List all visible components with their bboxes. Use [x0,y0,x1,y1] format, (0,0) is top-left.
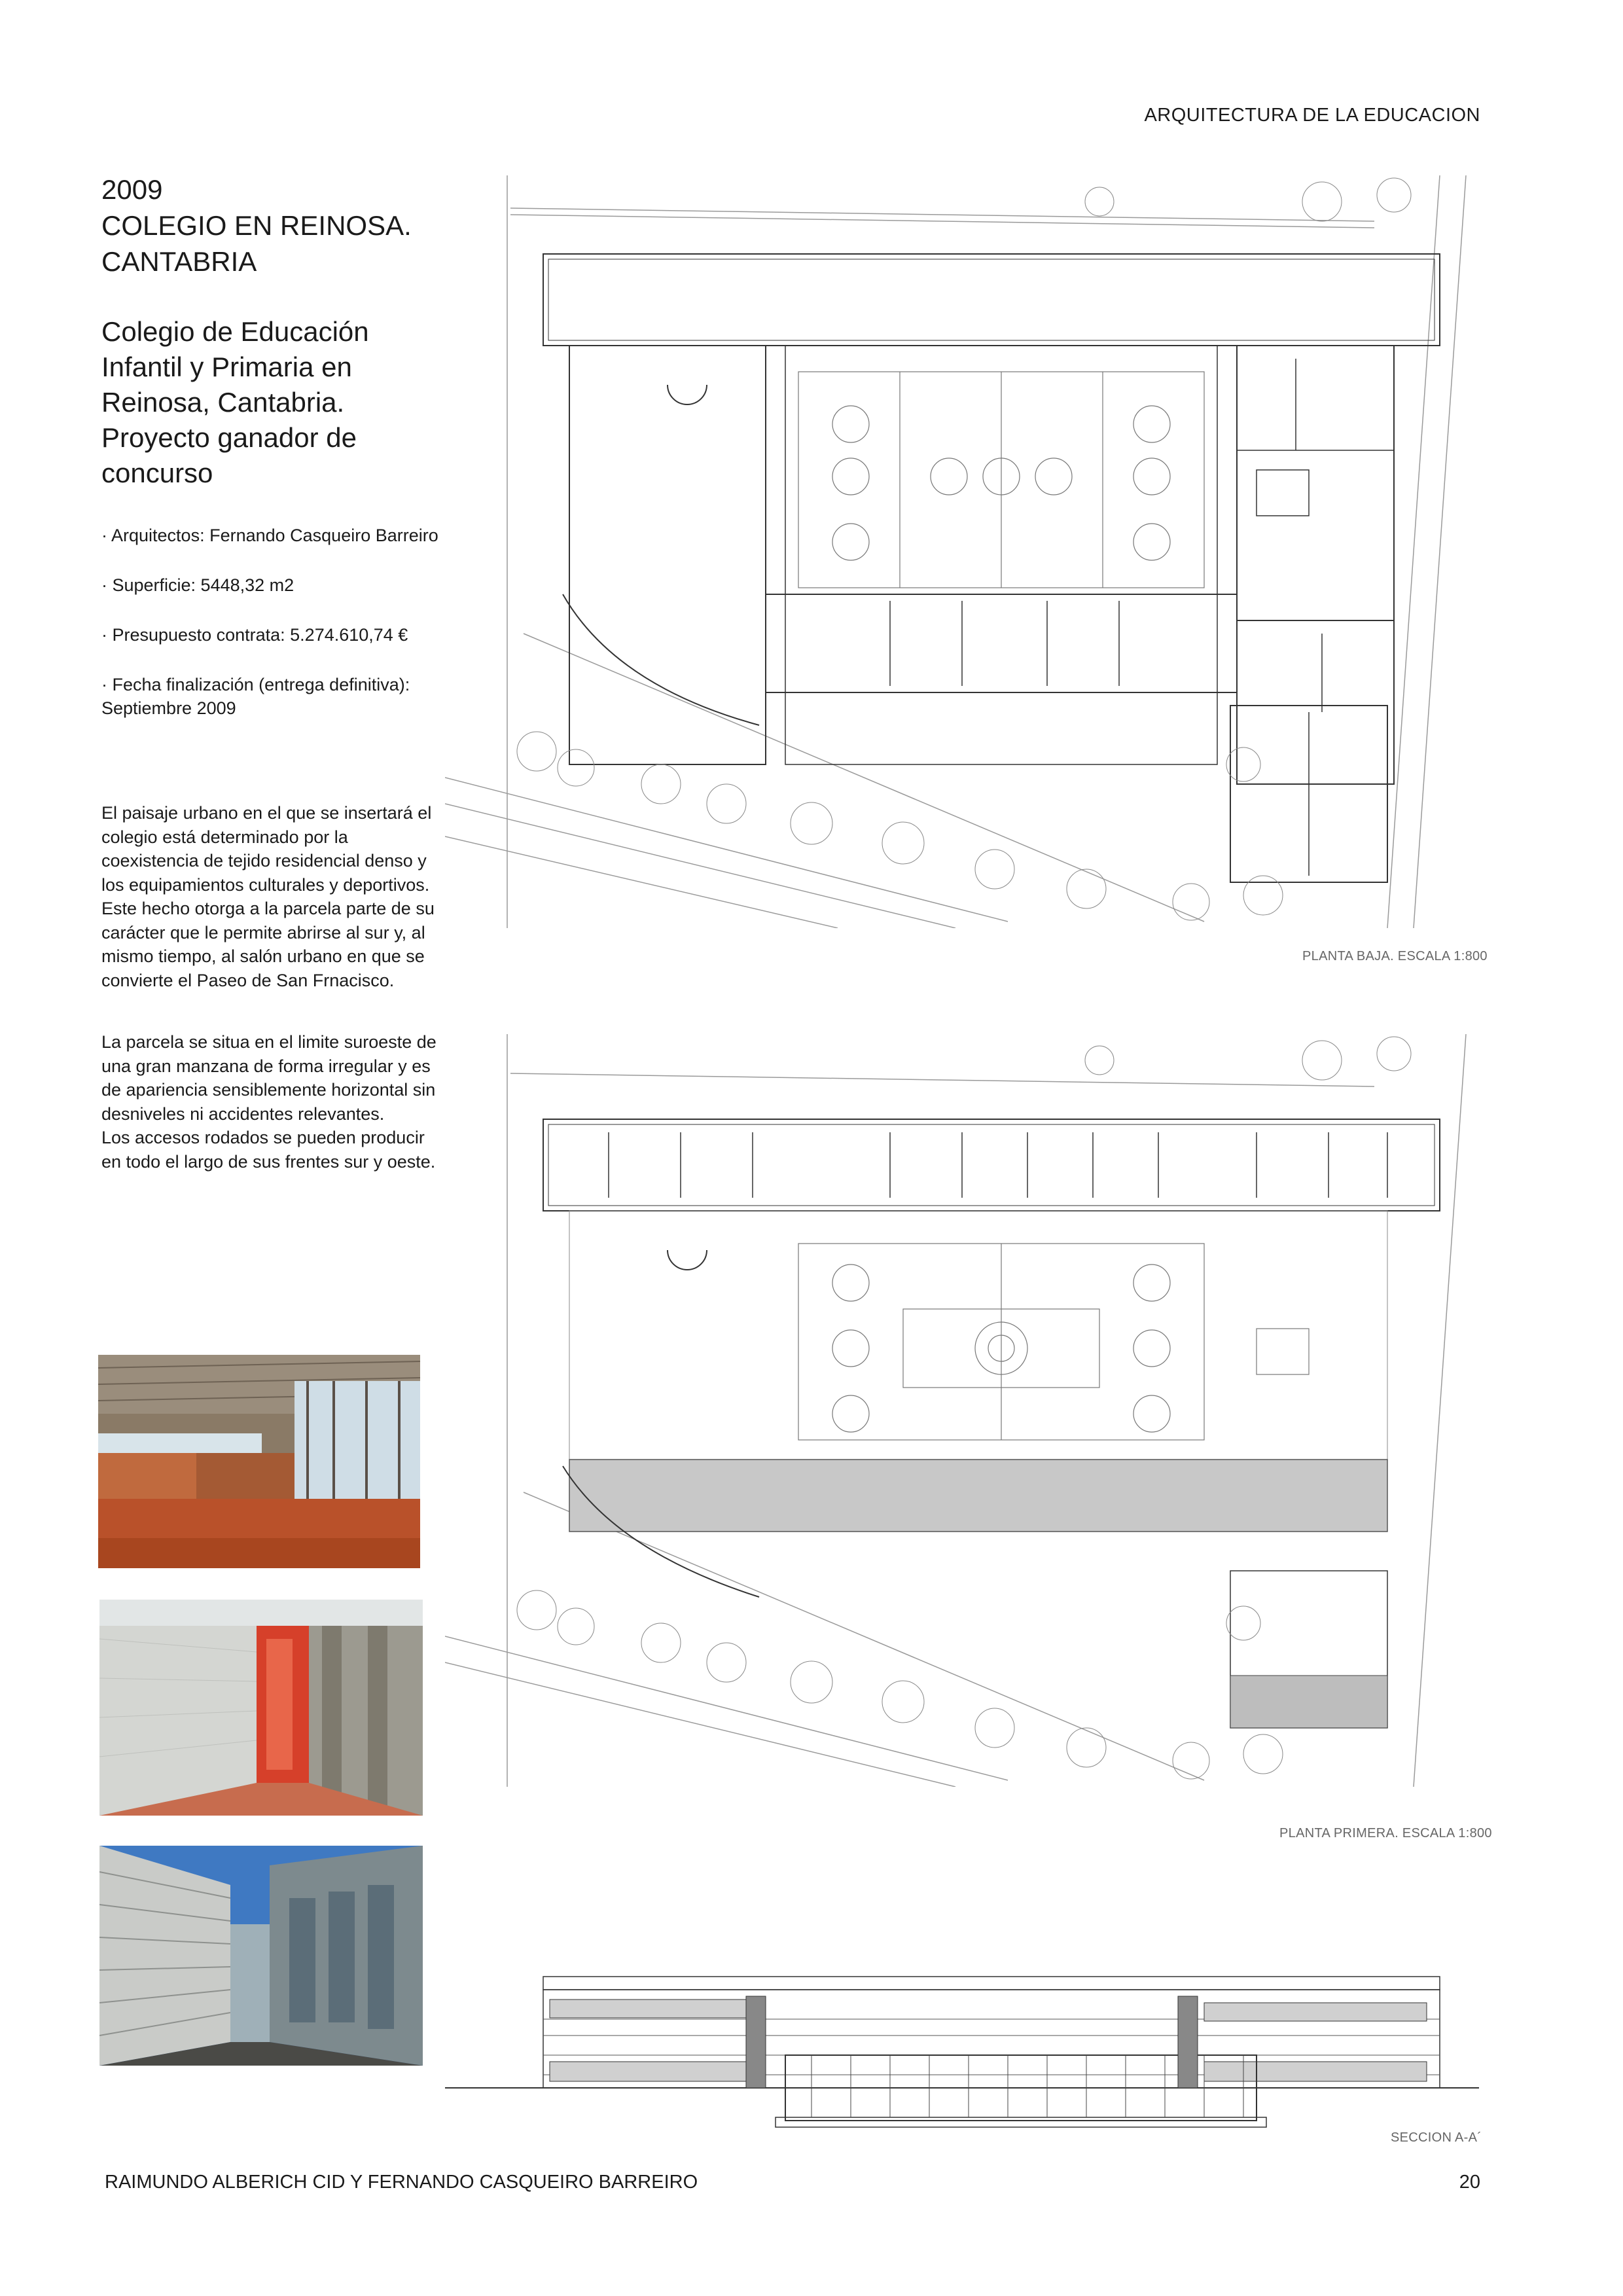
text-line: desniveles ni accidentes relevantes. [101,1103,385,1124]
subtitle-line: Colegio de Educación [101,316,369,347]
text-line: El paisaje urbano en el que se insertará el [101,803,432,823]
photo-courtyard [99,1846,423,2066]
fact-architects: · Arquitectos: Fernando Casqueiro Barreiro [101,526,438,545]
text-line: La parcela se situa en el limite suroeste de [101,1032,437,1052]
first-floor-caption: PLANTA PRIMERA. ESCALA 1:800 [1279,1826,1492,1840]
text-line: colegio está determinado por la [101,827,348,847]
text-line: carácter que le permite abrirse al sur y, al [101,922,425,942]
project-year: 2009 [101,174,163,205]
description-paragraph-2 [101,1030,442,1174]
project-name: COLEGIO EN REINOSA. [101,210,412,241]
subtitle-line: Reinosa, Cantabria. [101,387,345,418]
text-line: una gran manzana de forma irregular y es [101,1056,431,1076]
subtitle-line: concurso [101,457,213,488]
subtitle-line: Proyecto ganador de [101,422,357,453]
section-header: ARQUITECTURA DE LA EDUCACION [1144,105,1480,126]
fact-area: · Superficie: 5448,32 m2 [101,575,294,595]
description-paragraph-1 [101,801,442,992]
page-number: 20 [1459,2172,1480,2193]
ground-floor-caption: PLANTA BAJA. ESCALA 1:800 [1302,949,1488,963]
text-line: convierte el Paseo de San Frnacisco. [101,970,395,990]
first-floor-plan [445,1034,1479,1787]
fact-completion-label: · Fecha finalización (entrega definitiva): [101,675,410,694]
text-line: Este hecho otorga a la parcela parte de su [101,899,435,918]
text-line: coexistencia de tejido residencial denso y [101,851,427,870]
photo-gymnasium [98,1355,420,1568]
text-line: Los accesos rodados se pueden producir [101,1128,425,1147]
footer-authors: RAIMUNDO ALBERICH CID Y FERNANDO CASQUEIRO BARREIRO [105,2172,698,2193]
fact-completion-date: Septiembre 2009 [101,698,236,718]
text-line: los equipamientos culturales y deportivos. [101,874,430,895]
project-title [101,171,468,279]
text-line: en todo el largo de sus frentes sur y oeste. [101,1151,436,1172]
section-drawing [445,1957,1479,2153]
project-region: CANTABRIA [101,246,257,277]
ground-floor-plan [445,175,1479,928]
subtitle-line: Infantil y Primaria en [101,351,352,382]
section-caption: SECCION A-A´ [1391,2130,1482,2145]
text-line: de apariencia sensiblemente horizontal sin [101,1080,436,1100]
project-facts [101,524,468,720]
fact-budget: · Presupuesto contrata: 5.274.610,74 € [101,625,408,645]
photo-corridor [99,1600,423,1816]
text-line: mismo tiempo, al salón urbano en que se [101,946,425,966]
project-subtitle [101,314,468,491]
